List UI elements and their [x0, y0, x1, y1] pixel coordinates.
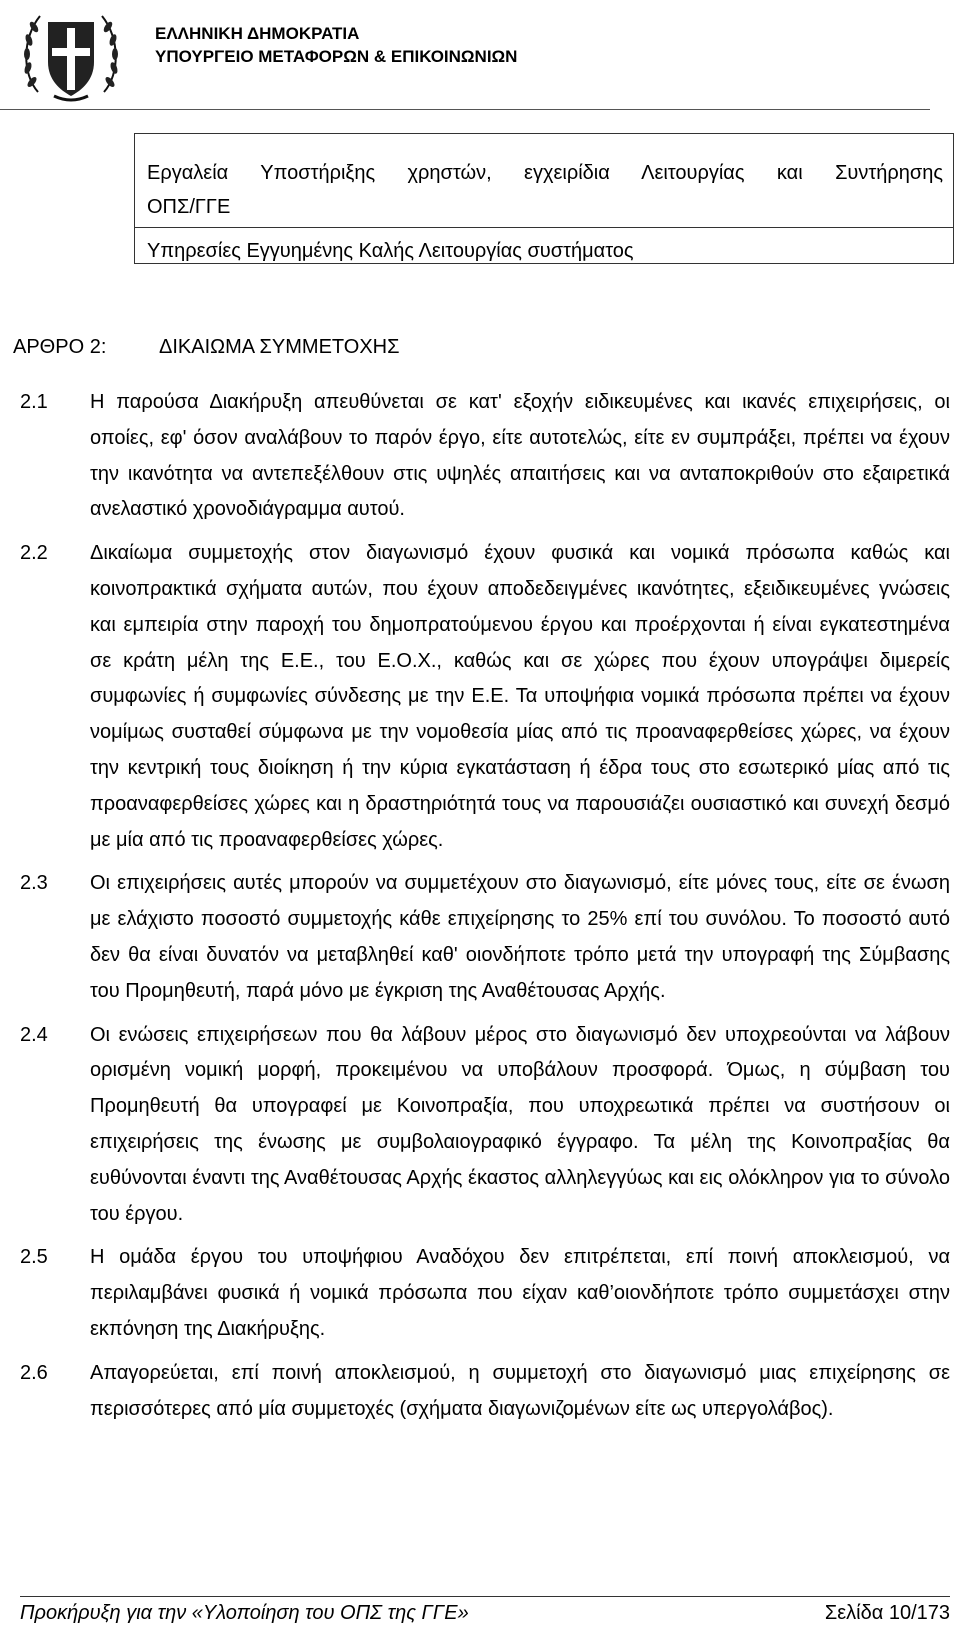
footer-document-title: Προκήρυξη για την «Υλοποίηση του ΟΠΣ της ΓΓΕ»	[20, 1602, 469, 1624]
clause-2-1	[20, 385, 950, 528]
clause-2-4	[20, 1018, 950, 1233]
clause-2-6	[20, 1356, 950, 1428]
ministry-title: ΥΠΟΥΡΓΕΙΟ ΜΕΤΑΦΟΡΩΝ & ΕΠΙΚΟΙΝΩΝΙΩΝ	[155, 47, 518, 66]
footer-divider	[20, 1596, 950, 1597]
clause-number: 2.2	[20, 542, 48, 565]
clause-text: Οι επιχειρήσεις αυτές μπορούν να συμμετέχουν στο διαγωνισμό, είτε μόνες τους, είτε σε ένωση με ελάχιστο ποσοστό συμμετοχής κάθε επιχείρησης το 25% επί του συνόλου. Το ποσοστό αυτό δεν θα είναι δυνατόν να μεταβληθεί καθ' οιονδήποτε τρόπο μετά την υπογραφή της Σύμβασης του Προμηθευτή, παρά μόνο με έγκριση της Αναθέτουσας Αρχής.	[90, 872, 950, 1002]
clause-number: 2.4	[20, 1023, 48, 1046]
clause-number: 2.3	[20, 872, 48, 895]
header-title-block	[155, 22, 517, 68]
clause-number: 2.6	[20, 1361, 48, 1384]
box-divider	[135, 227, 953, 228]
greek-coat-of-arms-icon	[18, 4, 124, 104]
clause-number: 2.1	[20, 391, 48, 413]
article-heading	[13, 330, 399, 364]
box-row-tools-line2: ΟΠΣ/ΓΓΕ	[147, 196, 231, 218]
footer-page-number: Σελίδα 10/173	[824, 1602, 950, 1624]
article-title: ΔΙΚΑΙΩΜΑ ΣΥΜΜΕΤΟΧΗΣ	[159, 336, 400, 358]
clause-2-2	[20, 536, 950, 858]
clause-text: Απαγορεύεται, επί ποινή αποκλεισμού, η συμμετοχή στο διαγωνισμό μιας επιχείρησης σε περισσότερες από μία συμμετοχές (σχήματα διαγωνιζομένων είτε ως υπεργολάβος).	[90, 1361, 950, 1420]
box-row-tools-line1: Εργαλεία Υποστήριξης χρηστών, εγχειρίδια Λειτουργίας και Συντήρησης	[147, 162, 943, 184]
clause-text: Η ομάδα έργου του υποψήφιου Αναδόχου δεν επιτρέπεται, επί ποινή αποκλεισμού, να περιλαμβάνει φυσικά ή νομικά πρόσωπα που είχαν καθ’οιονδήποτε τρόπο συμμετάσχει στην εκπόνηση της Διακήρυξης.	[90, 1246, 950, 1340]
clause-text: Δικαίωμα συμμετοχής στον διαγωνισμό έχουν φυσικά και νομικά πρόσωπα καθώς και κοινοπρακτικά σχήματα αυτών, που έχουν αποδεδειγμένες ικανότητες, εξειδικευμένες γνώσεις και εμπειρία στην παροχή του δημοπρατούμενου έργου και προέρχονται ή είναι εγκατεστημένα σε κράτη μέλη της Ε.Ε., του Ε.Ο.Χ., καθώς και σε χώρες που έχουν υπογράψει διμερείς συμφωνίες ή συμφωνίες σύνδεσης με την Ε.Ε. Τα υποψήφια νομικά πρόσωπα πρέπει να έχουν νομίμως συσταθεί σύμφωνα με την νομοθεσία μίας από τις προαναφερθείσες χώρες, να έχουν την κεντρική τους διοίκηση ή την κύρια εγκατάσταση ή έδρα τους στο εσωτερικό μίας από τις προαναφερθείσες χώρες και η δραστηριότητά τους να παρουσιάζει ουσιαστικό και συνεχή δεσμό με μία από τις προαναφερθείσες χώρες.	[90, 542, 950, 851]
republic-title: ΕΛΛΗΝΙΚΗ ΔΗΜΟΚΡΑΤΙΑ	[155, 24, 360, 43]
clause-text: Η παρούσα Διακήρυξη απευθύνεται σε κατ' εξοχήν ειδικευμένες και ικανές επιχειρήσεις, οι οποίες, εφ' όσον αναλάβουν το παρόν έργο, είτε αυτοτελώς, είτε εν συμπράξει, πρέπει να έχουν την ικανότητα να αντεπεξέλθουν στις υψηλές απαιτήσεις και να ανταποκριθούν στο εξαιρετικά ανελαστικό χρονοδιάγραμμα αυτού.	[90, 391, 950, 521]
deliverables-box	[134, 133, 954, 264]
clause-text: Οι ενώσεις επιχειρήσεων που θα λάβουν μέρος στο διαγωνισμό δεν υποχρεούνται να λάβουν ορισμένη νομική μορφή, προκειμένου να υποβάλουν προσφορά. Όμως, η σύμβαση του Προμηθευτή θα υπογραφεί με Κοινοπραξία, που υποχρεωτικά πρέπει να συστήσουν οι επιχειρήσεις της ένωσης με συμβολαιογραφικό έγγραφο. Τα μέλη της Κοινοπραξίας θα ευθύνονται έναντι της Αναθέτουσας Αρχής έκαστος αλληλεγγύως και εις ολόκληρον για το σύνολο του έργου.	[90, 1023, 950, 1225]
article-number: ΑΡΘΡΟ 2:	[13, 336, 107, 358]
clause-number: 2.5	[20, 1246, 48, 1269]
clause-2-5	[20, 1240, 950, 1347]
box-row-services: Υπηρεσίες Εγγυημένης Καλής Λειτουργίας συστήματος	[147, 240, 634, 262]
clause-2-3	[20, 866, 950, 1009]
clauses-list	[20, 385, 950, 1435]
header-divider	[0, 109, 930, 110]
